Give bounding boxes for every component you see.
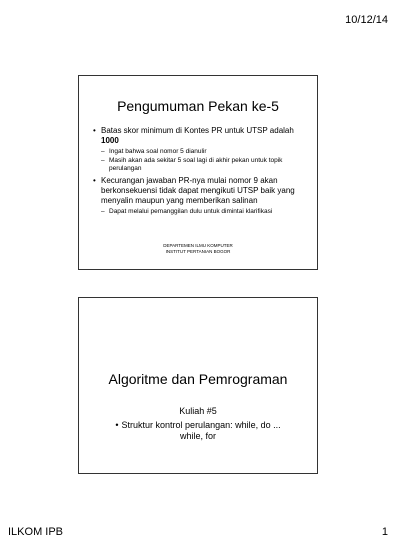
page-number: 1 <box>381 526 388 538</box>
bullet-icon: • <box>93 126 96 135</box>
slide-footer-line: INSTITUT PERTANIAN BOGOR <box>165 249 231 254</box>
bullet-text: Kecurangan jawaban PR-nya mulai nomor 9 akan berkonsekuensi tidak dapat mengikuti UTSP baik yang menyalin maupun yang memberikan salinan <box>101 175 295 205</box>
sub-bullet-item <box>93 208 309 217</box>
sub-bullet-item <box>93 148 309 157</box>
sub-bullet-text: Masih akan ada sekitar 5 soal lagi di akhir pekan untuk topik perulangan <box>109 156 283 172</box>
slide-thumbnail-1 <box>78 75 318 270</box>
bullet-item <box>93 176 309 206</box>
bullet-icon: • <box>93 175 96 185</box>
slide-footer-line: DEPARTEMEN ILMU KOMPUTER <box>163 243 233 248</box>
slide-thumbnail-2 <box>78 297 318 474</box>
bullet-item <box>93 126 309 146</box>
slide-subtitle-block <box>79 406 317 442</box>
dash-icon: – <box>101 207 105 215</box>
bullet-text-continuation: while, for <box>179 431 216 441</box>
bullet-text: Struktur kontrol perulangan: while, do ... <box>121 420 281 430</box>
sub-bullet-text: Ingat bahwa soal nomor 5 dianulir <box>109 148 207 155</box>
bullet-text: Batas skor minimum di Kontes PR untuk UTSP adalah <box>101 126 294 135</box>
dash-icon: – <box>101 148 105 155</box>
sub-bullet-text: Dapat melalui pemanggilan dulu untuk dimintai klarifikasi <box>109 207 273 215</box>
slide-bullet-list <box>93 126 309 216</box>
slide-footer <box>79 243 317 255</box>
slide-title: Pengumuman Pekan ke-5 <box>117 98 279 114</box>
bullet-bold-value: 1000 <box>101 136 119 145</box>
slide-subtitle: Kuliah #5 <box>179 406 217 416</box>
slide-title: Algoritme dan Pemrograman <box>108 371 288 387</box>
footer-institution: ILKOM IPB <box>8 526 64 538</box>
header-date: 10/12/14 <box>345 14 388 26</box>
bullet-item <box>79 420 317 431</box>
bullet-icon: • <box>115 420 119 430</box>
dash-icon: – <box>101 156 105 164</box>
sub-bullet-item <box>93 157 309 174</box>
